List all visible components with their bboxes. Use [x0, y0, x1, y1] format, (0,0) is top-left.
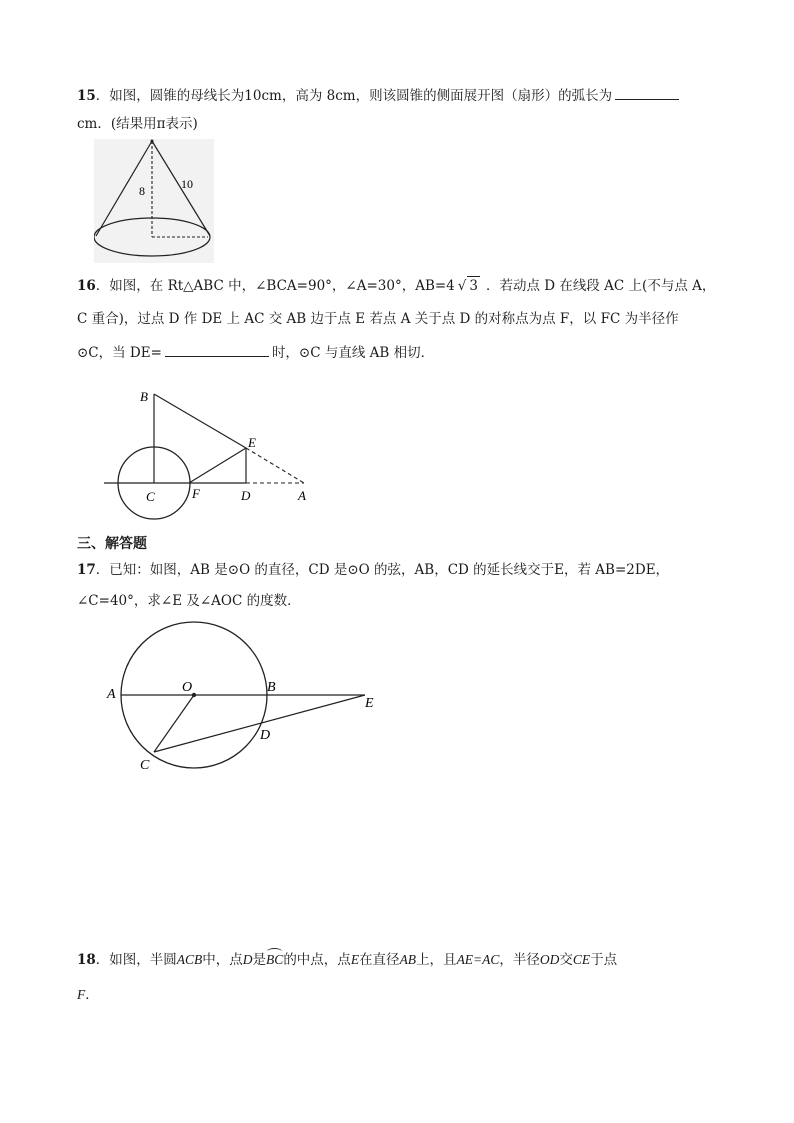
q17-line1: [77, 561, 669, 579]
label-o: O: [182, 680, 193, 695]
label-e: E: [248, 435, 256, 450]
label-c: C: [146, 489, 155, 504]
q15-line2: [77, 115, 198, 133]
q15-text: ．如图，圆锥的母线长为10cm，高为 8cm，则该圆锥的侧面展开图（扇形）的弧长为: [95, 88, 613, 104]
section-3-heading: 三、解答题: [77, 536, 147, 552]
label-d: D: [260, 728, 271, 743]
segment-ce: [154, 695, 365, 752]
q18-line1: [77, 951, 617, 969]
q18-text-f: 上，且: [416, 952, 457, 968]
cone-height-label: 8: [139, 184, 145, 198]
segment-fe: [189, 448, 246, 483]
q15-cone-figure: [94, 139, 214, 263]
q16-text4: ⊙C，当 DE=: [77, 345, 162, 361]
q16-text5: 时，⊙C 与直线 AB 相切．: [271, 345, 435, 361]
q18-d: D: [242, 952, 253, 967]
q16-answer-blank[interactable]: [165, 343, 269, 357]
q18-ab: AB: [399, 952, 417, 967]
q18-number: 18: [77, 952, 96, 968]
q16-number: 16: [77, 278, 96, 294]
q18-ce: CE: [572, 952, 591, 967]
q16-line2: [77, 310, 679, 328]
label-c: C: [140, 758, 150, 773]
q16-sqrt: 3: [469, 278, 478, 294]
q18-e: E: [350, 952, 360, 967]
label-e: E: [365, 696, 374, 711]
center-o-point: [192, 693, 196, 697]
label-b: B: [267, 680, 276, 695]
q16-triangle-figure: [100, 380, 320, 526]
cone-slant-label: 10: [181, 177, 193, 191]
q15-text2: cm．(结果用π表示): [77, 116, 198, 132]
q17-text1: ．已知：如图，AB 是⊙O 的直径，CD 是⊙O 的弦，AB，CD 的延长线交于E，若 AB=2DE，: [95, 562, 670, 578]
label-a: A: [107, 687, 116, 702]
q17-text2: ∠C=40°，求∠E 及∠AOC 的度数．: [77, 593, 301, 609]
q15-number: 15: [77, 88, 96, 104]
q18-text-c: 是: [252, 952, 267, 968]
label-a: A: [298, 488, 306, 503]
q15-figure-background: [94, 139, 214, 263]
segment-oc: [154, 695, 194, 752]
label-b: B: [140, 389, 148, 404]
q18-text-d: 的中点，点: [283, 952, 351, 968]
q16-text3: C 重合)，过点 D 作 DE 上 AC 交 AB 边于点 E 若点 A 关于点 D 的对称点为点 F，以 FC 为半径作: [77, 311, 679, 327]
q18-text-b: 中，点: [202, 952, 243, 968]
segment-be: [154, 394, 246, 448]
q16-line1: 16．如图，在 Rt△ABC 中，∠BCA=90°，∠A=30°，AB=4 √ 3 ．若动点 D 在线段 AC 上(不与点 A，: [77, 278, 716, 294]
q18-text-g: ，半径: [499, 952, 540, 968]
q18-text-e: 在直径: [359, 952, 400, 968]
q15-line1: [77, 86, 682, 105]
q17-line2: [77, 592, 301, 610]
cone-apex-point: [151, 140, 154, 143]
label-d: D: [241, 488, 251, 503]
label-f: F: [192, 486, 200, 501]
q18-line2: [77, 986, 99, 1004]
q18-text-h: 交: [559, 952, 573, 968]
q15-answer-blank[interactable]: [615, 86, 679, 100]
q18-text-i: 于点: [590, 952, 618, 968]
q18-period: ．: [85, 987, 99, 1003]
q17-number: 17: [77, 562, 96, 578]
q16-line3: [77, 343, 434, 362]
q18-acb: ACB: [176, 952, 203, 967]
q17-circle-figure: [100, 618, 390, 778]
q16-text2: ．若动点 D 在线段 AC 上(不与点 A，: [485, 278, 716, 294]
q18-f: F: [77, 987, 86, 1002]
q18-arc-bc: BC: [266, 952, 284, 967]
q16-text1: ．如图，在 Rt△ABC 中，∠BCA=90°，∠A=30°，AB=4: [95, 278, 455, 294]
q18-text-a: ．如图，半圆: [95, 952, 177, 968]
segment-ea-dashed: [246, 448, 304, 483]
q18-od: OD: [539, 952, 560, 967]
q18-eq: AE=AC: [456, 952, 500, 967]
